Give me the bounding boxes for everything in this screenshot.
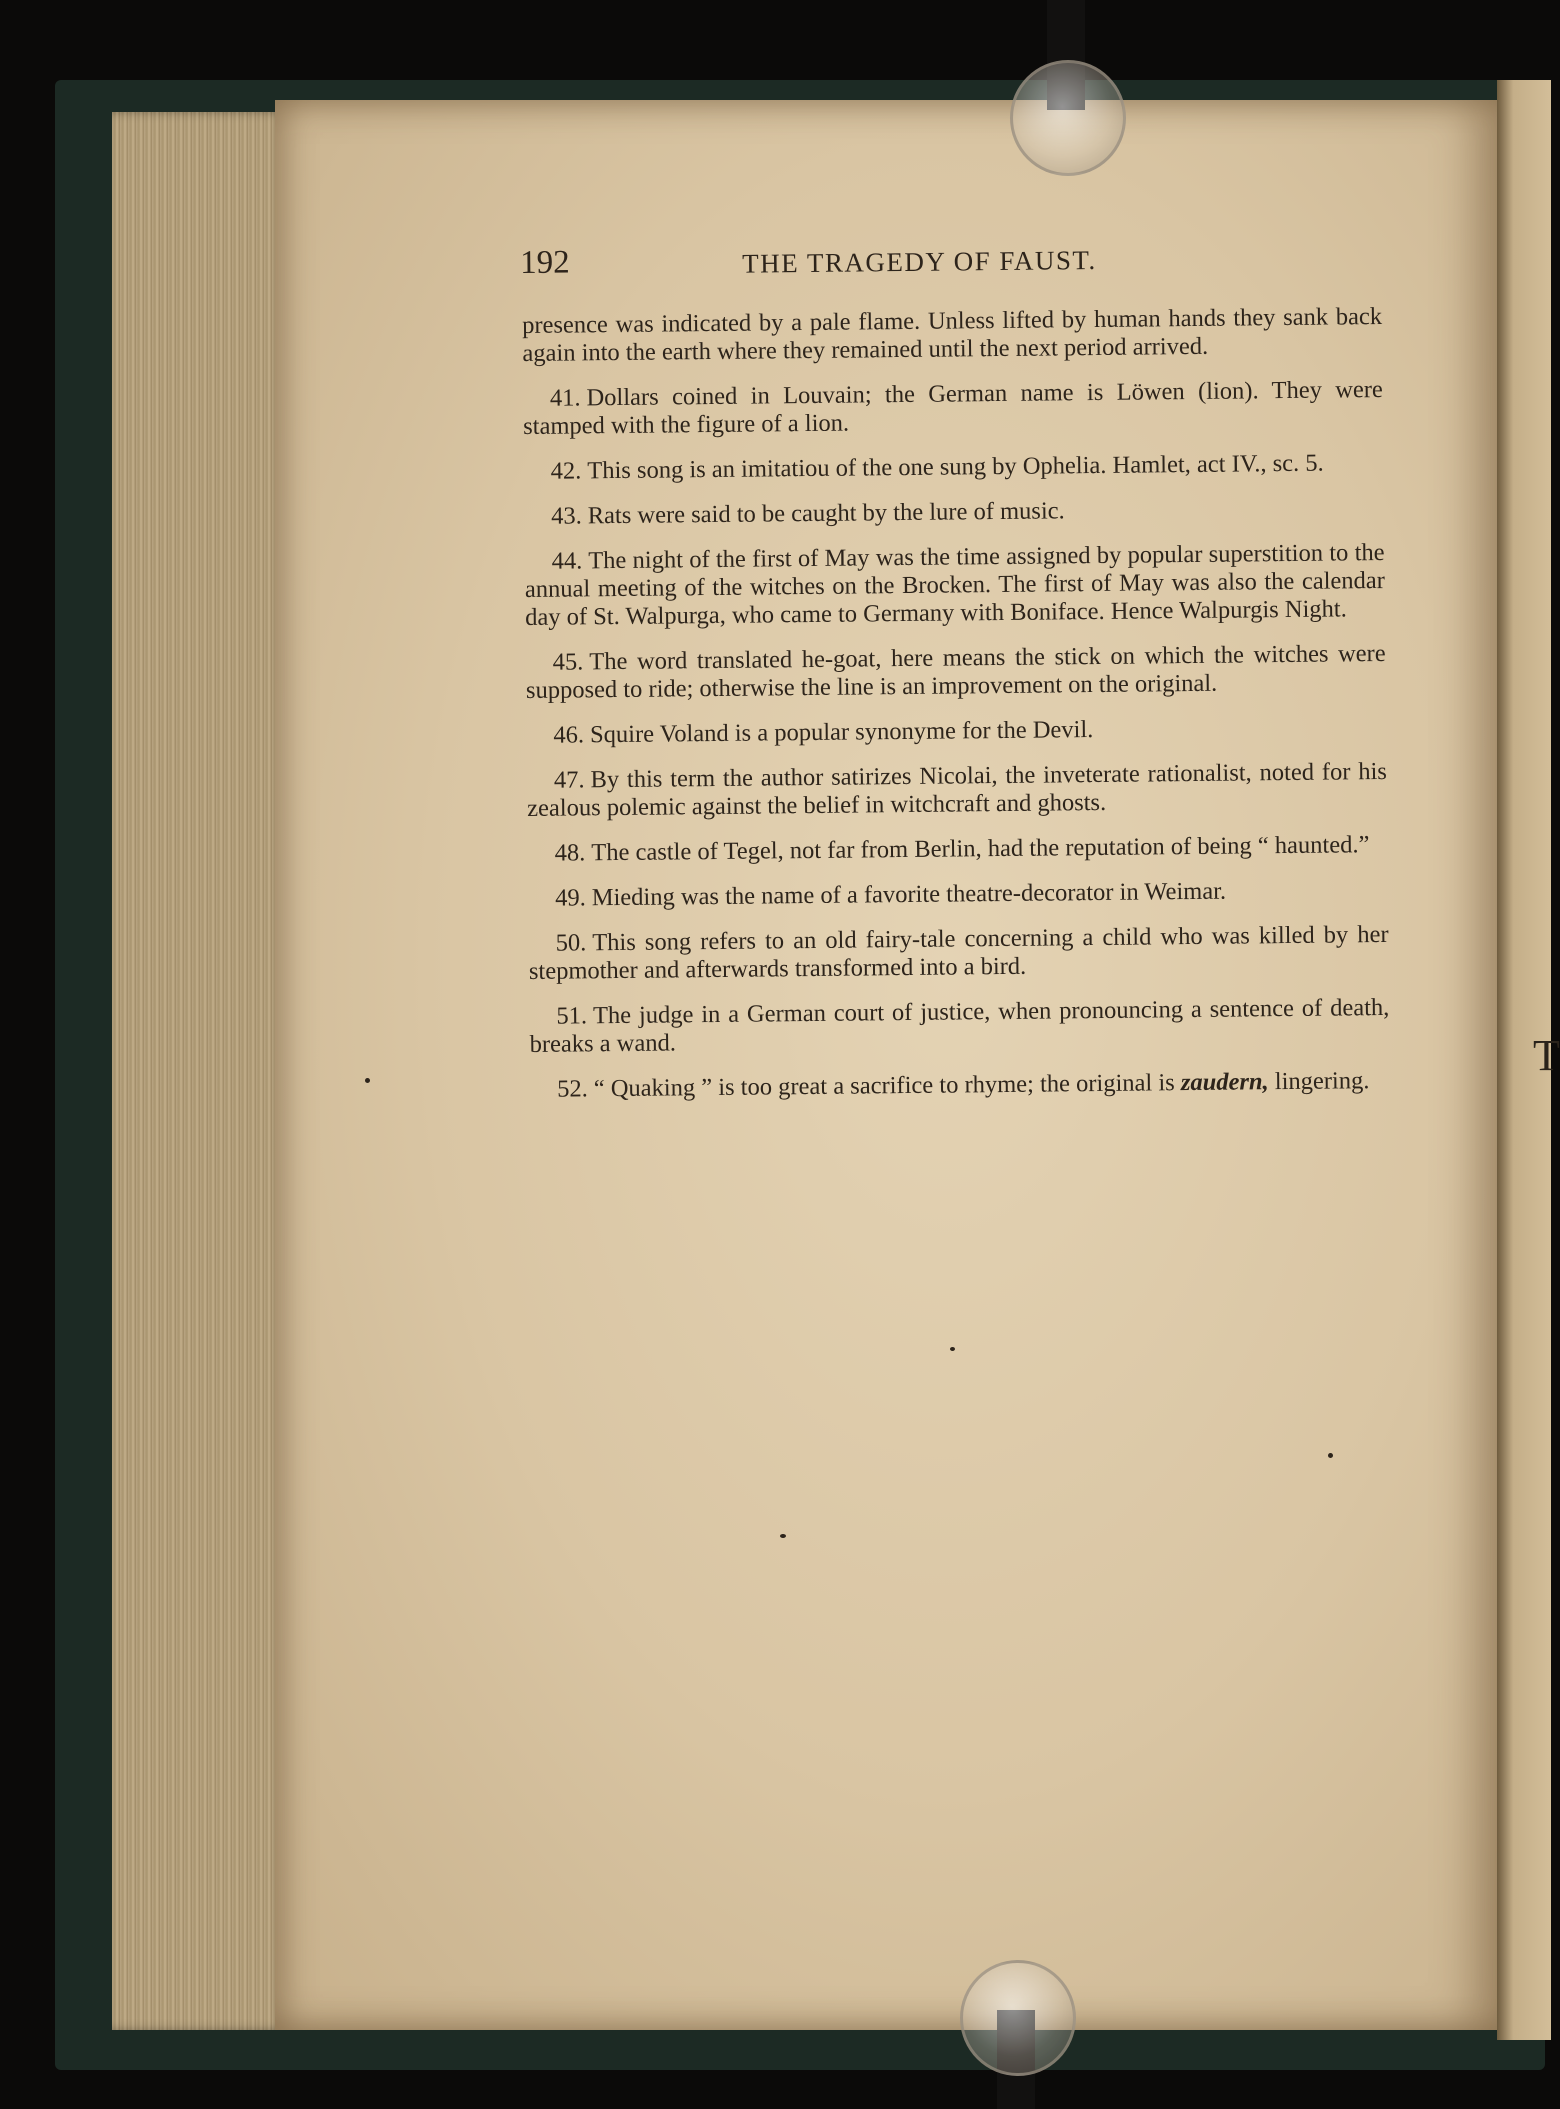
top-page-clip	[1010, 60, 1126, 176]
note-number: 51.	[556, 1002, 588, 1030]
page-speck	[780, 1534, 786, 1538]
note-number: 50.	[555, 929, 587, 957]
running-title: THE TRAGEDY OF FAUST.	[742, 244, 1097, 279]
note-50	[528, 921, 1389, 986]
bottom-page-clip	[960, 1960, 1076, 2076]
facing-page-glyph: T	[1533, 1031, 1560, 1080]
note-text: By this term the author satirizes Nicolai, the inveterate rationalist, noted for his zealous polemic against the belief in witchcraft and ghosts.	[527, 757, 1388, 822]
note-47	[527, 758, 1388, 823]
note-number: 46.	[553, 721, 585, 749]
page-number: 192	[520, 244, 570, 281]
note-number: 49.	[554, 884, 586, 912]
note-49	[528, 876, 1388, 913]
note-continuation: presence was indicated by a pale flame. Unless lifted by human hands they sank back again into the earth where they remained until the next period arrived.	[522, 302, 1383, 367]
note-number: 41.	[549, 384, 581, 412]
note-text-end: lingering.	[1274, 1067, 1370, 1096]
note-44	[524, 539, 1385, 632]
note-text: This song refers to an old fairy-tale concerning a child who was killed by her stepmother and afterwards transformed into a bird.	[528, 920, 1389, 985]
note-42	[524, 449, 1384, 486]
note-46	[526, 713, 1386, 750]
page-speck	[1328, 1453, 1333, 1458]
note-41	[523, 376, 1384, 441]
page-speck	[365, 1078, 370, 1083]
note-51	[529, 994, 1390, 1059]
note-52	[530, 1067, 1390, 1104]
note-number: 43.	[550, 502, 582, 530]
note-number: 52.	[556, 1075, 588, 1103]
note-text: The judge in a German court of justice, when pronouncing a sentence of death, breaks a wand.	[529, 993, 1390, 1058]
note-number: 45.	[552, 648, 584, 676]
note-number: 47.	[553, 766, 585, 794]
note-text: Squire Voland is a popular synonyme for the Devil.	[589, 716, 1094, 749]
note-text: “ Quaking ” is too great a sacrifice to rhyme; the original is	[593, 1069, 1175, 1103]
note-number: 48.	[554, 839, 586, 867]
page-edges	[112, 112, 287, 2030]
page-header	[520, 236, 1390, 295]
note-text: This song is an imitatiou of the one sung by Ophelia. Hamlet, act IV., sc. 5.	[587, 449, 1324, 485]
note-italic-word: zaudern,	[1180, 1068, 1269, 1097]
note-text: The castle of Tegel, not far from Berlin, had the reputation of being “ haunted.”	[591, 831, 1370, 867]
note-text: Dollars coined in Louvain; the German name is Löwen (lion). They were stamped with the figure of a lion.	[523, 375, 1383, 440]
note-43	[524, 494, 1384, 531]
note-text: Mieding was the name of a favorite theatre-decorator in Weimar.	[591, 877, 1227, 912]
notes-body	[522, 303, 1390, 1121]
note-text: Rats were said to be caught by the lure of music.	[587, 497, 1065, 530]
note-text: The night of the first of May was the time assigned by popular superstition to the annual meeting of the witches on the Brocken. The first of May was also the calendar day of St. Walpurga, who came to Germany with Boniface. Hence Walpurgis Night.	[524, 538, 1386, 631]
note-45	[526, 640, 1387, 705]
page-speck	[950, 1347, 955, 1351]
note-number: 42.	[550, 457, 582, 485]
note-text: The word translated he-goat, here means the stick on which the witches were supposed to ride; otherwise the line is an improvement on the original.	[525, 639, 1386, 704]
note-48	[528, 831, 1388, 868]
note-number: 44.	[551, 547, 583, 575]
